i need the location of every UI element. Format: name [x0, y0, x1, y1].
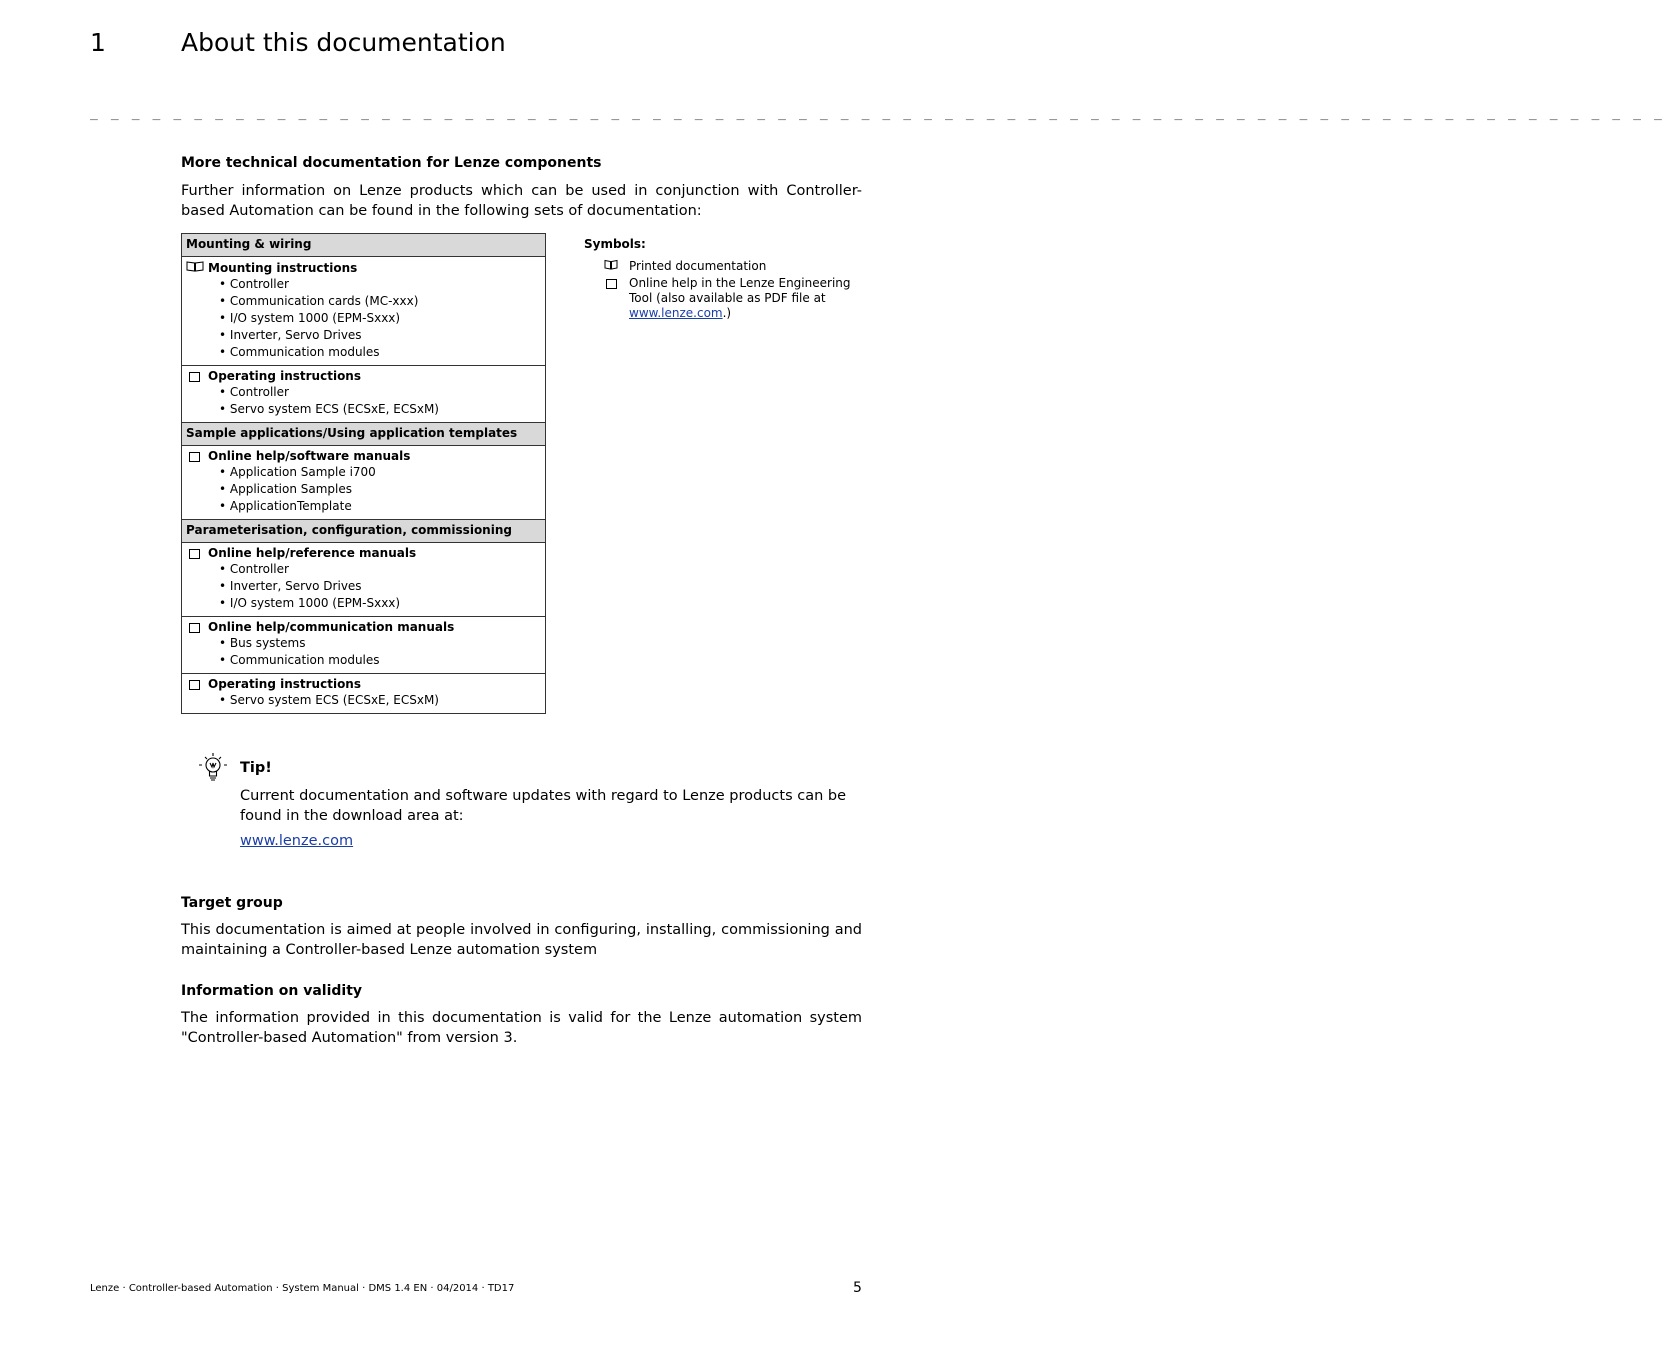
list-item: • Application Sample i700 [186, 464, 541, 481]
tip-title: Tip! [240, 760, 272, 776]
list-item: • Servo system ECS (ECSxE, ECSxM) [186, 401, 541, 418]
entry-title: Online help/software manuals [208, 449, 411, 463]
list-item: • ApplicationTemplate [186, 498, 541, 515]
book-icon [186, 260, 204, 276]
entry-title: Online help/reference manuals [208, 546, 417, 560]
symbol-printed [604, 259, 864, 274]
list-item: • Inverter, Servo Drives [186, 327, 541, 344]
table-section-header: Parameterisation, configuration, commissioning [182, 520, 546, 543]
box-icon [189, 623, 200, 633]
lenze-link-tip[interactable]: www.lenze.com [240, 833, 354, 849]
table-section-header: Mounting & wiring [182, 234, 546, 257]
list-item: • Application Samples [186, 481, 541, 498]
tip-text: Current documentation and software updates with regard to Lenze products can be found in the download area at: [240, 788, 847, 824]
validity-heading: Information on validity [181, 983, 363, 999]
list-item: • Communication modules [186, 344, 541, 361]
entry-title: Online help/communication manuals [208, 620, 455, 634]
table-entry [182, 446, 546, 520]
target-group-text: This documentation is aimed at people involved in configuring, installing, commissioning and maintaining a Controller-based Lenze automation system [181, 922, 862, 958]
symbol-printed-label: Printed documentation [629, 259, 767, 273]
symbols-title: Symbols: [584, 237, 646, 251]
list-item: • Controller [186, 384, 541, 401]
list-item: • Bus systems [186, 635, 541, 652]
section-heading-technical-docs: More technical documentation for Lenze components [181, 155, 602, 171]
lightbulb-icon [196, 750, 230, 788]
page-number: 5 [853, 1280, 862, 1296]
box-icon [189, 372, 200, 382]
header-separator: _ _ _ _ _ _ _ _ _ _ _ _ _ _ _ _ _ _ _ _ _ _ _ _ _ _ _ _ _ _ _ _ _ _ _ _ _ _ _ _ _ _ _ _ _ _ _ _ _ _ _ _ _ _ _ _ _ _ _ _ _ _ _ _ _ _ _ _ _ _ _ _ _ _ _ _ [90, 106, 1664, 121]
documentation-table [181, 233, 546, 714]
table-entry [182, 674, 546, 714]
list-item: • Controller [186, 561, 541, 578]
book-icon [604, 259, 629, 274]
symbol-online-label: Online help in the Lenze Engineering Tool (also available as PDF file at www.lenze.com.) [629, 276, 851, 320]
section-intro: Further information on Lenze products which can be used in conjunction with Controller-based Automation can be found in the following sets of documentation: [181, 183, 862, 219]
table-entry [182, 257, 546, 366]
lenze-link-symbols[interactable]: www.lenze.com [629, 306, 723, 320]
validity-text: The information provided in this documentation is valid for the Lenze automation system "Controller-based Automation" from version 3. [181, 1010, 862, 1046]
symbol-online [604, 276, 864, 321]
list-item: • Inverter, Servo Drives [186, 578, 541, 595]
list-item: • Communication modules [186, 652, 541, 669]
table-entry [182, 366, 546, 423]
table-entry [182, 543, 546, 617]
list-item: • Servo system ECS (ECSxE, ECSxM) [186, 692, 541, 709]
table-entry [182, 617, 546, 674]
chapter-number: 1 [90, 28, 106, 57]
box-icon [189, 549, 200, 559]
list-item: • I/O system 1000 (EPM-Sxxx) [186, 310, 541, 327]
entry-title: Mounting instructions [208, 260, 358, 275]
entry-title: Operating instructions [208, 677, 361, 691]
list-item: • I/O system 1000 (EPM-Sxxx) [186, 595, 541, 612]
target-group-heading: Target group [181, 895, 283, 911]
chapter-title: About this documentation [181, 28, 506, 57]
table-section-header: Sample applications/Using application templates [182, 423, 546, 446]
box-icon [189, 680, 200, 690]
box-icon [604, 276, 629, 321]
box-icon [189, 452, 200, 462]
entry-title: Operating instructions [208, 369, 361, 383]
list-item: • Controller [186, 276, 541, 293]
footer-text: Lenze · Controller-based Automation · System Manual · DMS 1.4 EN · 04/2014 · TD17 [90, 1283, 515, 1294]
list-item: • Communication cards (MC-xxx) [186, 293, 541, 310]
